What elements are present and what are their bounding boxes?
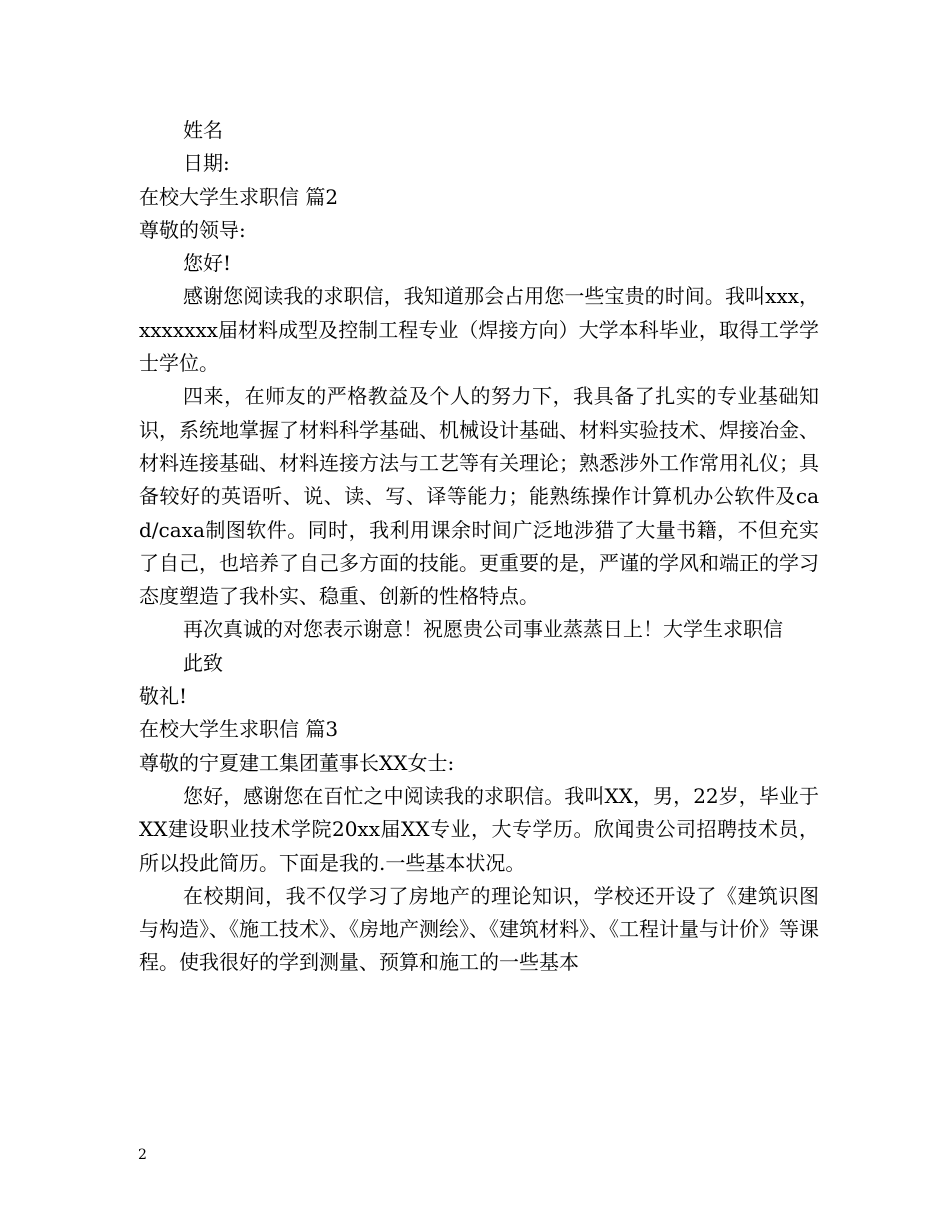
paragraph-skills-2: 四来，在师友的严格教益及个人的努力下，我具备了扎实的专业基础知识，系统地掌握了材料科学基础、机械设计基础、材料实验技术、焊接冶金、材料连接基础、材料连接方法与工艺等有关理论；熟悉涉外工作常用礼仪；具备较好的英语听、说、读、写、译等能力；能熟练操作计算机办公软件及cad/caxa制图软件。同时，我利用课余时间广泛地涉猎了大量书籍，不但充实了自己，也培养了自己多方面的技能。更重要的是，严谨的学风和端正的学习态度塑造了我朴实、稳重、创新的性格特点。 xyxy=(139,384,819,609)
section-heading-2: 在校大学生求职信 篇2 xyxy=(139,184,339,209)
signature-date-line: 日期: xyxy=(183,151,230,176)
closing-salute-2: 敬礼! xyxy=(139,684,188,709)
section-heading-3: 在校大学生求职信 篇3 xyxy=(139,717,339,742)
salutation-3: 尊敬的宁夏建工集团董事长XX女士: xyxy=(139,750,455,775)
signature-name-line: 姓名 xyxy=(183,118,223,142)
document-body xyxy=(139,114,819,980)
greeting-2: 您好! xyxy=(183,251,232,276)
page-number: 2 xyxy=(138,1147,147,1163)
paragraph-study-3: 在校期间，我不仅学习了房地产的理论知识，学校还开设了《建筑识图与构造》、《施工技术》、《房地产测绘》、《建筑材料》、《工程计量与计价》等课程。使我很好的学到测量、预算和施工的一些基本 xyxy=(139,883,819,975)
closing-line-2: 此致 xyxy=(183,650,223,675)
paragraph-intro-3: 您好，感谢您在百忙之中阅读我的求职信。我叫XX，男，22岁，毕业于XX建设职业技术学院20xx届XX专业，大专学历。欣闻贵公司招聘技术员，所以投此简历。下面是我的.一些基本状况。 xyxy=(139,783,819,875)
paragraph-thanks-2: 再次真诚的对您表示谢意！祝愿贵公司事业蒸蒸日上！大学生求职信 xyxy=(183,617,783,642)
salutation-2: 尊敬的领导: xyxy=(139,217,246,242)
paragraph-intro-2: 感谢您阅读我的求职信，我知道那会占用您一些宝贵的时间。我叫xxx，xxxxxxx届材料成型及控制工程专业（焊接方向）大学本科毕业，取得工学学士学位。 xyxy=(139,284,819,376)
